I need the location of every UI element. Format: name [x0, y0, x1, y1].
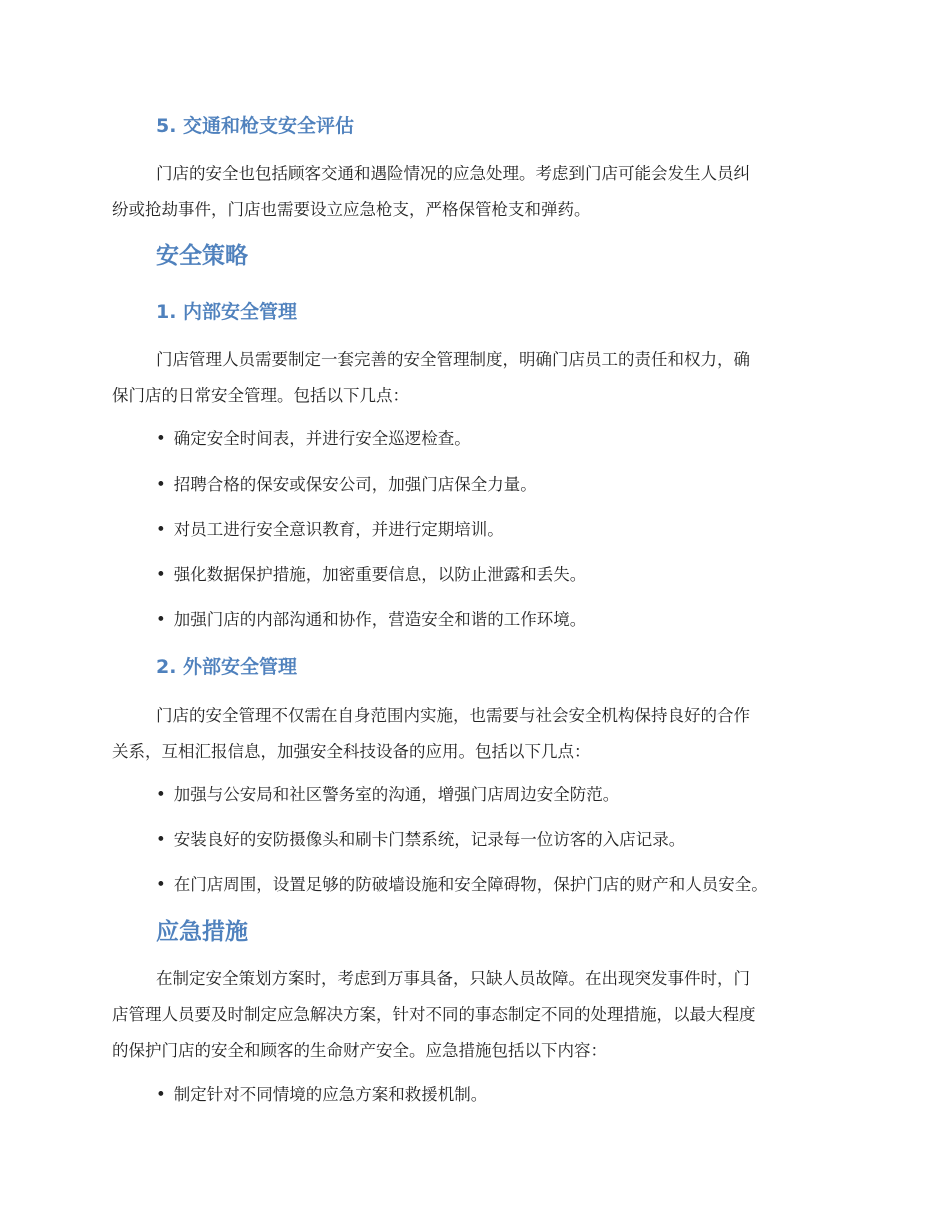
- section-heading-security-strategy: 安全策略: [156, 243, 248, 269]
- section-heading-traffic-firearms: 5. 交通和枪支安全评估: [156, 115, 355, 137]
- bullet-icon: •: [156, 475, 166, 494]
- list-item-text: 在门店周围，设置足够的防破墙设施和安全障碍物，保护门店的财产和人员安全。: [173, 875, 768, 894]
- list-item-text: 安装良好的安防摄像头和刷卡门禁系统，记录每一位访客的入店记录。: [173, 830, 686, 849]
- paragraph-line: 门店的安全也包括顾客交通和遇险情况的应急处理。考虑到门店可能会发生人员纠: [156, 164, 750, 183]
- bullet-icon: •: [156, 610, 166, 629]
- paragraph-line: 纷或抢劫事件，门店也需要设立应急枪支，严格保管枪支和弹药。: [112, 200, 591, 219]
- paragraph-line: 门店管理人员需要制定一套完善的安全管理制度，明确门店员工的责任和权力，确: [156, 350, 750, 369]
- bullet-icon: •: [156, 565, 166, 584]
- bullet-icon: •: [156, 830, 166, 849]
- paragraph-line: 店管理人员要及时制定应急解决方案，针对不同的事态制定不同的处理措施，以最大程度: [112, 1005, 756, 1024]
- list-item: [156, 608, 586, 632]
- subsection-heading-external: 2. 外部安全管理: [156, 656, 298, 678]
- list-item: [156, 518, 504, 542]
- list-item: [156, 473, 537, 497]
- list-item: [156, 783, 619, 807]
- list-item: [156, 828, 685, 852]
- list-item-text: 加强门店的内部沟通和协作，营造安全和谐的工作环境。: [173, 610, 587, 629]
- paragraph-emergency: [112, 961, 842, 1069]
- paragraph-line: 保门店的日常安全管理。包括以下几点：: [112, 386, 409, 405]
- list-item-text: 招聘合格的保安或保安公司，加强门店保全力量。: [173, 475, 537, 494]
- bullet-icon: •: [156, 1085, 166, 1104]
- bullet-icon: •: [156, 429, 166, 448]
- list-item: [156, 427, 471, 451]
- list-item: [156, 873, 768, 897]
- list-item-text: 制定针对不同情境的应急方案和救援机制。: [173, 1085, 488, 1104]
- paragraph-internal: [112, 342, 842, 414]
- paragraph-line: 在制定安全策划方案时，考虑到万事具备，只缺人员故障。在出现突发事件时，门: [156, 969, 750, 988]
- paragraph-traffic-firearms: [112, 156, 842, 228]
- section-heading-emergency: 应急措施: [156, 919, 248, 945]
- list-item: [156, 1083, 487, 1107]
- bullet-icon: •: [156, 520, 166, 539]
- paragraph-line: 关系，互相汇报信息，加强安全科技设备的应用。包括以下几点：: [112, 742, 591, 761]
- bullet-icon: •: [156, 875, 166, 894]
- paragraph-external: [112, 698, 842, 770]
- list-item-text: 确定安全时间表，并进行安全巡逻检查。: [173, 429, 471, 448]
- list-item-text: 强化数据保护措施，加密重要信息，以防止泄露和丢失。: [173, 565, 587, 584]
- subsection-heading-internal: 1. 内部安全管理: [156, 301, 298, 323]
- bullet-icon: •: [156, 785, 166, 804]
- paragraph-line: 的保护门店的安全和顾客的生命财产安全。应急措施包括以下内容：: [112, 1041, 607, 1060]
- list-item-text: 加强与公安局和社区警务室的沟通，增强门店周边安全防范。: [173, 785, 620, 804]
- paragraph-line: 门店的安全管理不仅需在自身范围内实施，也需要与社会安全机构保持良好的合作: [156, 706, 750, 725]
- list-item: [156, 563, 586, 587]
- list-item-text: 对员工进行安全意识教育，并进行定期培训。: [173, 520, 504, 539]
